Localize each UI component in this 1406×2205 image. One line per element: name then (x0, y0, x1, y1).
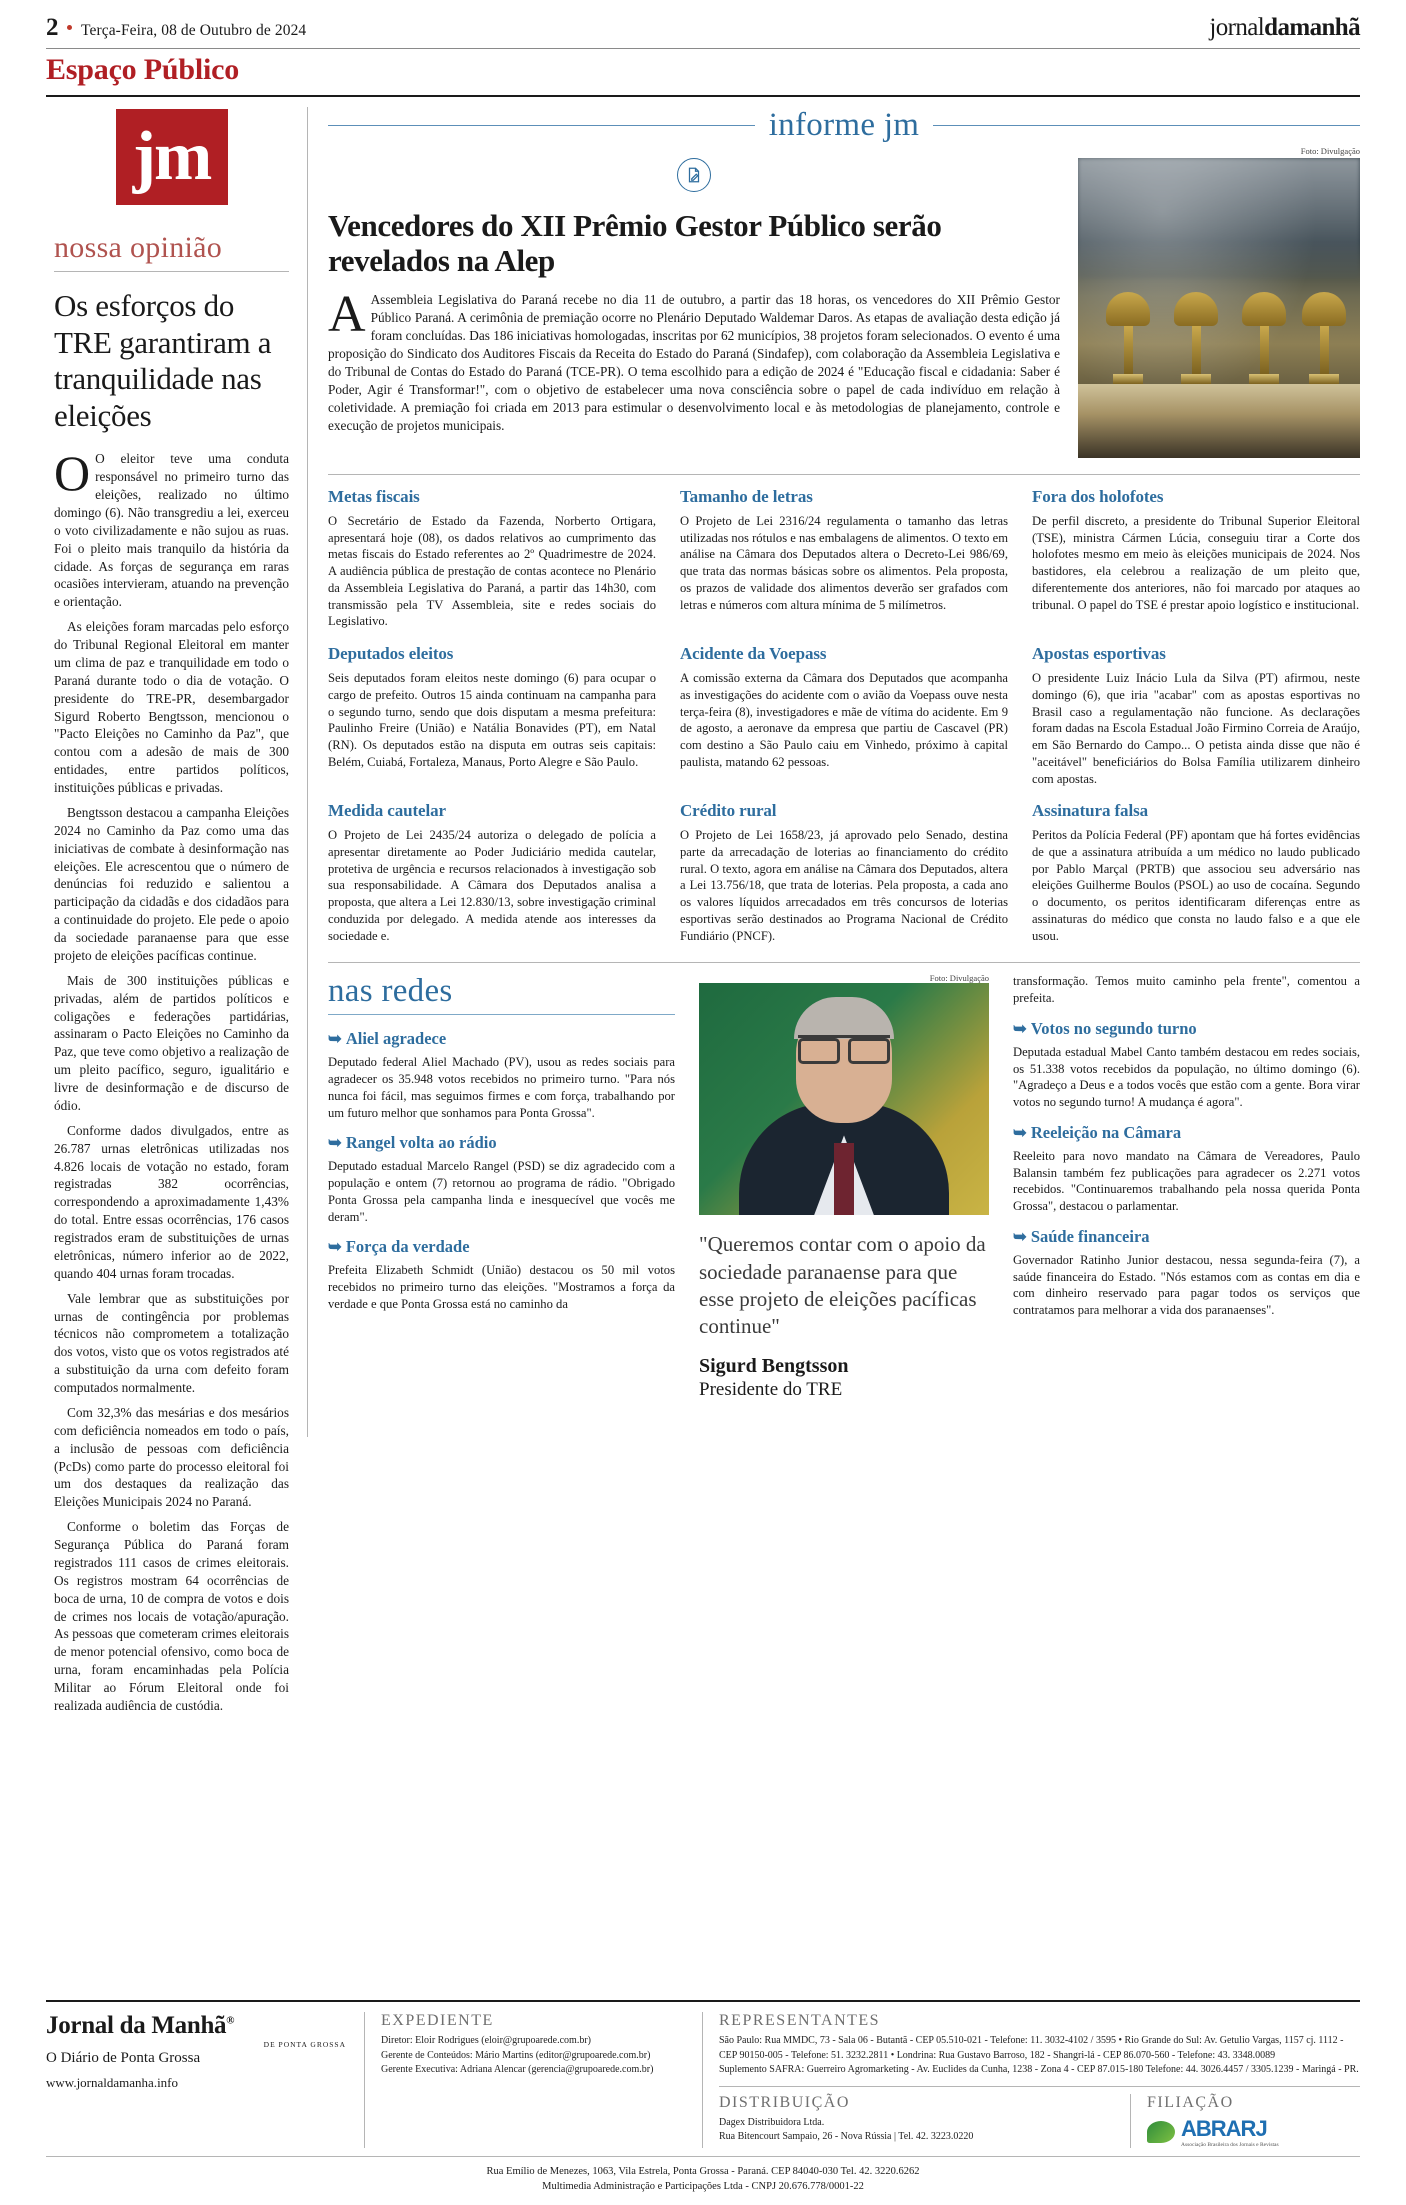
editorial-paragraph: Conforme dados divulgados, entre as 26.787 urnas eletrônicas utilizadas nos 4.826 locais de votação no estado, foram registradas 382 ocorrências, correspondendo a aproximadamente 1,43% do total. Entre essas ocorrências, 176 casos registrados eram de substituições de urnas eletrônicas, número inferior ao de 2022, quando 404 urnas foram trocadas. (54, 1122, 289, 1281)
arrow-icon: ➥ (1013, 1018, 1027, 1038)
rede-title-text: Reeleição na Câmara (1030, 1122, 1182, 1142)
expediente-line: Diretor: Eloir Rodrigues (eloir@grupoarede.com.br) (381, 2035, 591, 2046)
abrarj-subtext: Associação Brasileira dos Jornais e Revistas (1181, 2141, 1279, 2148)
dropcap-a: A (328, 285, 366, 343)
informe-header (328, 107, 1360, 144)
informe-headline: Vencedores do XII Prêmio Gestor Público serão revelados na Alep (328, 208, 942, 279)
brief-text: A comissão externa da Câmara dos Deputados que acompanha as investigações do acidente com o avião da Voepass ouve nesta terça-feira (8), investigadores e mãe de vítima do acidente. Em 9 de agosto, a aeronave da empresa que partiu de Cascavel (PR) com destino a São Paulo caiu em Vinhedo, próximo à capital paulista, matando 62 pessoas. (680, 671, 1008, 769)
footer-brand-reg: ® (226, 2014, 235, 2027)
informe-rule-left (328, 125, 755, 126)
expediente-title: EXPEDIENTE (381, 2012, 494, 2029)
arrow-icon: ➥ (328, 1133, 342, 1153)
trophy-icon (1242, 292, 1286, 388)
distribuicao-line: Dagex Distribuidora Ltda. (719, 2116, 825, 2128)
rede-item (328, 1029, 675, 1121)
brief-item (1032, 801, 1360, 944)
footer-brand (46, 2012, 346, 2148)
distribuicao-title: DISTRIBUIÇÃO (719, 2093, 850, 2111)
quote-author: Sigurd Bengtsson (699, 1354, 849, 1377)
rede-item (1013, 1227, 1360, 1319)
arrow-icon: ➥ (1013, 1226, 1027, 1246)
rede-item-text: Governador Ratinho Junior destacou, nessa segunda-feira (7), a saúde financeira do Estado. "Nós estamos com as contas em dia e com dinheiro reservado para pagar todos os serviços que contratamos para melhorar a vida dos paranaenses". (1013, 1252, 1360, 1317)
informe-top-block (328, 146, 1360, 458)
brief-title: Tamanho de letras (680, 487, 813, 506)
footer-divider (719, 2086, 1360, 2087)
representantes-line: Suplemento SAFRA: Guerreiro Agromarketing - Av. Euclides da Cunha, 1238 - Zona 4 - CEP 87.015-180 Telefone: 44. 3026.4457 / 3305.1239 - Maringá - PR. (719, 2064, 1359, 2075)
page-number: 2 (46, 14, 58, 41)
rede-title-text: Saúde financeira (1030, 1226, 1150, 1246)
document-pen-icon (677, 158, 711, 192)
rede-item-text: Prefeita Elizabeth Schmidt (União) destacou os 50 mil votos recebidos no primeiro turno das eleições. "Mostramos a força da verdade e que Ponta Grossa está no caminho da (328, 1263, 675, 1311)
editorial-column (46, 107, 308, 1713)
footer-divider-2 (46, 2156, 1360, 2157)
brief-title: Deputados eleitos (328, 644, 454, 664)
rede-item-title (1013, 1123, 1360, 1143)
rede-item-title (328, 1029, 675, 1049)
arrow-icon: ➥ (328, 1237, 342, 1257)
rede-item-title (1013, 1019, 1360, 1039)
informe-icon-wrap (328, 158, 1060, 192)
informe-rule-right (933, 125, 1360, 126)
portrait-hair (794, 997, 894, 1039)
brief-text: O presidente Luiz Inácio Lula da Silva (PT) afirmou, neste domingo (6), que iria "acabar" com as apostas esportivas no Brasil caso a regulamentação não funcione. As declarações foram dadas na Escola Estadual João Firmino Correia de Araújo, em São Bernardo do Campo... O petista ainda disse que não é "aceitável" beneficiários do Bolsa Família utilizarem dinheiro com apostas. (1032, 671, 1360, 786)
rede-item (328, 1133, 675, 1225)
rede-item-title (328, 1133, 675, 1153)
brief-title: Assinatura falsa (1032, 801, 1148, 821)
trophy-photo (1078, 158, 1360, 458)
issue-date: Terça-Feira, 08 de Outubro de 2024 (81, 22, 307, 39)
rede-item (1013, 1019, 1360, 1111)
informe-title: informe jm (768, 107, 920, 143)
informe-lead-text: Assembleia Legislativa do Paraná recebe no dia 11 de outubro, a partir das 18 horas, os vencedores do XII Prêmio Gestor Público Paraná. A cerimônia de premiação ocorre no Plenário Deputado Waldemar Daros. As etapas de avaliação desta edição já foram concluídas. Das 186 iniciativas homologadas, inscritas por 62 municípios, 38 projetos foram selecionados. O evento é uma proposição do Sindicato dos Auditores Fiscais da Receita do Estado do Paraná (Sindafep), com colaboração da Assembleia Legislativa e do Tribunal de Contas do Estado do Paraná (TCE-PR). O tema escolhido para a edição de 2024 é "Educação fiscal e cidadania: Saber é Poder, Agir é Transformar!", com o objetivo de estabelecer uma nova consciência sobre o papel de cada indivíduo em relação à coletividade. A premiação foi criada em 2013 para estimular o desenvolvimento local e às metodologias de planejamento, controle e execução de projetos municipais. (328, 291, 1060, 434)
dropcap-o: O (54, 445, 91, 502)
trophy-icon (1174, 292, 1218, 388)
informe-lead-column (328, 146, 1060, 458)
topbar-left (46, 14, 306, 42)
rede-title-text: Força da verdade (345, 1237, 470, 1257)
distribuicao-line: Rua Bitencourt Sampaio, 26 - Nova Rússia | Tel. 42. 3223.0220 (719, 2131, 974, 2142)
brief-item (328, 801, 656, 944)
footer-website[interactable]: www.jornaldamanha.info (46, 2075, 179, 2090)
brief-title: Medida cautelar (328, 801, 446, 821)
briefs-grid (328, 474, 1360, 958)
rede-item (328, 1237, 675, 1312)
page-footer (46, 2000, 1360, 2195)
brief-text: De perfil discreto, a presidente do Tribunal Superior Eleitoral (TSE), ministra Cármen Lúcia, conseguiu tirar a Corte dos holofotes mesmo em meio às eleições municipais de 2024. Nos bastidores, ela celebrou a realização de um pleito que, diferentemente dos anteriores, não foi marcado por ataques ao tribunal. O papel do TSE é prestar apoio logístico e institucional. (1032, 514, 1360, 612)
brief-item (328, 487, 656, 630)
nas-redes-left (328, 973, 675, 1400)
brand-part-jornal: jornal (1209, 14, 1265, 41)
trophy-icon (1302, 292, 1346, 388)
bullet-icon (67, 25, 72, 30)
brief-item (680, 487, 1008, 630)
footer-expediente (364, 2012, 684, 2148)
expediente-line: Gerente Executiva: Adriana Alencar (gerencia@grupoarede.com.br) (381, 2064, 654, 2075)
rede-title-text: Votos no segundo turno (1030, 1018, 1197, 1038)
footer-address-line: Rua Emílio de Menezes, 1063, Vila Estrela, Ponta Grossa - Paraná. CEP 84040-030 Tel. 42. 3220.6262 (486, 2165, 920, 2177)
brief-text: O Secretário de Estado da Fazenda, Norberto Ortigara, apresentará hoje (08), os dados relativos ao cumprimento das metas fiscais do Estado referentes ao 2º Quadrimestre de 2024. A audiência pública de prestação de contas acontece no Plenário da Assembleia Legislativa do Paraná, a partir das 14h30, com transmissão pela TV Assembleia, site e redes sociais do Legislativo. (328, 514, 656, 629)
informe-photo-column (1078, 146, 1360, 458)
page-content (46, 107, 1360, 1713)
editorial-paragraph: Bengtsson destacou a campanha Eleições 2024 no Caminho da Paz como uma das iniciativas de combate à desinformação nas eleições. Ele acrescentou que o número de denúncias foi reduzido e salientou a participação da cidadãs e dos cidadãos para a continuidade do projeto. Ele pede o apoio da sociedade paranaense para que esse projeto de eleições pacíficas continue. (54, 804, 289, 963)
brand-part-manha: manhã (1289, 14, 1360, 41)
rede-item (1013, 1123, 1360, 1215)
jm-logo: jm (116, 109, 228, 205)
nas-redes-right (1013, 973, 1360, 1400)
brief-text: O Projeto de Lei 2435/24 autoriza o delegado de polícia a apresentar diretamente ao Poder Judiciário medida cautelar, protetiva de urgência e recursos relacionados à investigação sob sua responsabilidade. A Câmara dos Deputados analisa a proposta, que altera a Lei 12.830/13, sobre investigação criminal conduzida por delegado. A medida atende aos interesses da sociedade e. (328, 828, 656, 943)
brief-text: Peritos da Polícia Federal (PF) apontam que há fortes evidências de que a assinatura atribuída a um médico no laudo publicado por Pablo Marçal (PRTB) que associou seu adversário nas eleições Guilherme Boulos (PSOL) ao uso de cocaína. Segundo o documento, os peritos identificaram diferenças entre as assinaturas do médico que consta no laudo falso e a que ele usou. (1032, 828, 1360, 943)
informe-lead (328, 285, 1060, 436)
editorial-paragraph: Conforme o boletim das Forças de Segurança Pública do Paraná foram registrados 111 casos de crimes eleitorais. Os registros mostram 64 ocorrências de boca de urna, 10 de compra de votos e dois de crimes nos locais de votação/apuração. As pessoas que cometeram crimes eleitorais de menor potencial ofensivo, como boca de urna, foram encaminhadas pela Polícia Militar ao Fórum Eleitoral onde foi realizada audiência de custódia. (54, 1519, 289, 1713)
rede-item-text: Reeleito para novo mandato na Câmara de Vereadores, Paulo Balansin também fez publicações para agradecer os 2.271 votos recebidos. "Continuaremos trabalhando pela nossa querida Ponta Grossa", destacou o parlamentar. (1013, 1148, 1360, 1214)
rede-continuation-text: transformação. Temos muito caminho pela frente", comentou a prefeita. (1013, 974, 1360, 1006)
quote-role: Presidente do TRE (699, 1378, 843, 1400)
trophy-icon (1106, 292, 1150, 388)
rede-item-title (1013, 1227, 1360, 1247)
editorial-paragraph: Vale lembrar que as substituições por urnas de contingência por problemas técnicos não comprometem a totalização dos votos, visto que os votos registrados até a substituição da urna com defeito foram computados normalmente. (54, 1290, 289, 1396)
portrait-photo (699, 983, 989, 1215)
brand-part-da: da (1264, 14, 1290, 41)
editorial-kicker: nossa opinião (54, 231, 289, 272)
editorial-title: Os esforços do TRE garantiram a tranquilidade nas eleições (54, 288, 272, 433)
editorial-body (54, 445, 289, 1715)
arrow-icon: ➥ (1013, 1122, 1027, 1142)
rede-item-text: Deputado federal Aliel Machado (PV), usou as redes sociais para agradecer os 35.948 votos recebidos no primeiro turno. "Para nós nunca foi fácil, mas seguimos firmes e com força, trabalhando por um futuro melhor que sonhamos para Ponta Grossa". (328, 1055, 675, 1120)
arrow-icon: ➥ (328, 1029, 342, 1049)
brief-text: Seis deputados foram eleitos neste domingo (6) para ocupar o cargo de prefeito. Outros 15 ainda continuam na campanha para o segundo turno, sendo que dois disputam a mesma prefeitura: Paulinho Freire (União) e Natália Bonavides (PT), em Natal (RN). Os deputados estão na disputa em outras seis capitais: Belém, Cuiabá, Fortaleza, Manaus, Porto Alegre e São Paulo. (328, 671, 656, 769)
rede-title-text: Rangel volta ao rádio (345, 1133, 497, 1153)
footer-address-line: Multimedia Administração e Participações Ltda - CNPJ 20.676.778/0001-22 (542, 2181, 864, 2193)
brief-item (328, 644, 656, 787)
editorial-paragraph: Com 32,3% das mesárias e dos mesários com deficiência nomeados em todo o país, a inclusão de pessoas com deficiência (PcDs) como parte do processo eleitoral foi um dos destaques da realização das Eleições Municipais 2024 no Paraná. (54, 1404, 289, 1510)
leaf-icon (1147, 2121, 1175, 2143)
rede-item-text: Deputada estadual Mabel Canto também destacou em redes sociais, os 51.338 votos recebidos da população, no último domingo (6). "Agradeço a Deus e a todos vocês que estão com a gente. Bora virar votos no segundo turno! A mudança é agora". (1013, 1044, 1360, 1110)
brief-title: Crédito rural (680, 801, 777, 821)
brief-title: Fora dos holofotes (1032, 487, 1164, 506)
brief-item (1032, 487, 1360, 630)
editorial-paragraph: As eleições foram marcadas pelo esforço do Tribunal Regional Eleitoral em manter um clima de paz e tranquilidade em todo o Paraná durante todo o dia de votação. O presidente do TRE-PR, desembargador Sigurd Roberto Bengtsson, mencionou o "Pacto Eleições no Caminho da Paz", que contou com a adesão de mais de 300 entidades, entre partidos políticos, instituições públicas e privadas. (54, 619, 289, 796)
rede-item-title (328, 1237, 675, 1257)
footer-top-grid (46, 2012, 1360, 2148)
abrarj-text: ABRARJ (1181, 2115, 1267, 2141)
footer-brand-text: Jornal da Manhã (46, 2012, 227, 2039)
nas-redes-title: nas redes (328, 973, 675, 1015)
editorial-paragraph: Mais de 300 instituições públicas e privadas, além de partidos políticos e coligações e federações partidárias, assinaram o Pacto Eleições no Caminho da Paz, que teve como objetivo a realização de um pleito pacífico, seguro, igualitário e livre de desinformação e de discurso de ódio. (54, 972, 289, 1113)
brief-item (1032, 644, 1360, 787)
footer-brand-name (46, 2012, 346, 2040)
masthead-brand (1209, 14, 1360, 42)
footer-brand-tagline: O Diário de Ponta Grossa (46, 2050, 201, 2066)
informe-column (308, 107, 1360, 1437)
footer-address (46, 2164, 1360, 2196)
expediente-line: Gerente de Conteúdos: Mário Martins (editor@grupoarede.com.br) (381, 2049, 651, 2061)
rede-item-text: Deputado estadual Marcelo Rangel (PSD) se diz agradecido com a população e ontem (7) retornou ao programa de rádio. "Obrigado Ponta Grossa pela campanha linda e inesquecível que vocês me deram". (328, 1159, 675, 1224)
footer-filiacao (1130, 2094, 1360, 2148)
filiacao-title: FILIAÇÃO (1147, 2093, 1234, 2111)
nas-redes-center (699, 973, 989, 1400)
abrarj-logo (1147, 2116, 1360, 2148)
section-rule (46, 95, 1360, 97)
representantes-title: REPRESENTANTES (719, 2012, 881, 2029)
brief-text: O Projeto de Lei 1658/23, já aprovado pelo Senado, destina parte da arrecadação de loterias ao financiamento do crédito rural. O texto, agora em análise na Câmara dos Deputados, altera a Lei 13.756/18, que trata de loterias. Pela proposta, a cada ano os valores líquidos arrecadados em três concursos de loterias esportivas serão destinados ao Programa Nacional de Crédito Fundiário (PNCF). (680, 828, 1008, 943)
footer-representantes (702, 2012, 1360, 2148)
photo-background-blur (1078, 158, 1360, 278)
portrait-credit: Foto: Divulgação (929, 973, 989, 984)
footer-brand-sub: DE PONTA GROSSA (263, 2040, 346, 2049)
page-title: Espaço Público (46, 53, 240, 86)
photo-table (1078, 384, 1360, 458)
footer-distribuicao (719, 2094, 1112, 2148)
photo-credit: Foto: Divulgação (1300, 146, 1360, 156)
brief-title: Apostas esportivas (1032, 644, 1166, 664)
representantes-line: São Paulo: Rua MMDC, 73 - Sala 06 - Butantã - CEP 05.510-021 - Telefone: 11. 3032-4102 / 3595 • Rio Grande do Sul: Av. Getulio Vargas, 1157 cj. 1112 - CEP 90150-005 - Telefone: 51. 3232.2811 • Londrina: Rua Gustavo Barroso, 182 - Shangri-lá - CEP 86.070-560 - Telefone: 43. 3348.0089 (719, 2035, 1344, 2061)
nas-redes-section (328, 962, 1360, 1400)
glasses-icon (798, 1035, 890, 1057)
rede-title-text: Aliel agradece (345, 1029, 447, 1049)
brief-title: Acidente da Voepass (680, 644, 827, 664)
page-topbar (46, 14, 1360, 48)
brief-item (680, 801, 1008, 944)
portrait-tie (834, 1143, 854, 1215)
brief-title: Metas fiscais (328, 487, 420, 506)
editorial-paragraph: O eleitor teve uma conduta responsável no primeiro turno das eleições, realizado no último domingo (6). Não transgrediu a lei, exerceu o voto civilizadamente e não sujou as ruas. Foi o pleito mais tranquilo da história da cidade. As forças de segurança em raras ocasiões intervieram, atuando na prevenção e orientação. (54, 451, 289, 610)
brief-item (680, 644, 1008, 787)
pull-quote: "Queremos contar com o apoio da sociedade paranaense para que esse projeto de eleições pacíficas continue" (699, 1232, 986, 1339)
brief-text: O Projeto de Lei 2316/24 regulamenta o tamanho das letras utilizadas nos rótulos e nas embalagens de alimentos. O texto em análise na Câmara dos Deputados altera o Decreto-Lei 986/69, que trata das normas básicas sobre os alimentos. Pela proposta, os prazos de validade dos alimentos deverão ser grafados com letras e números com altura mínima de 5 milímetros. (680, 514, 1008, 612)
